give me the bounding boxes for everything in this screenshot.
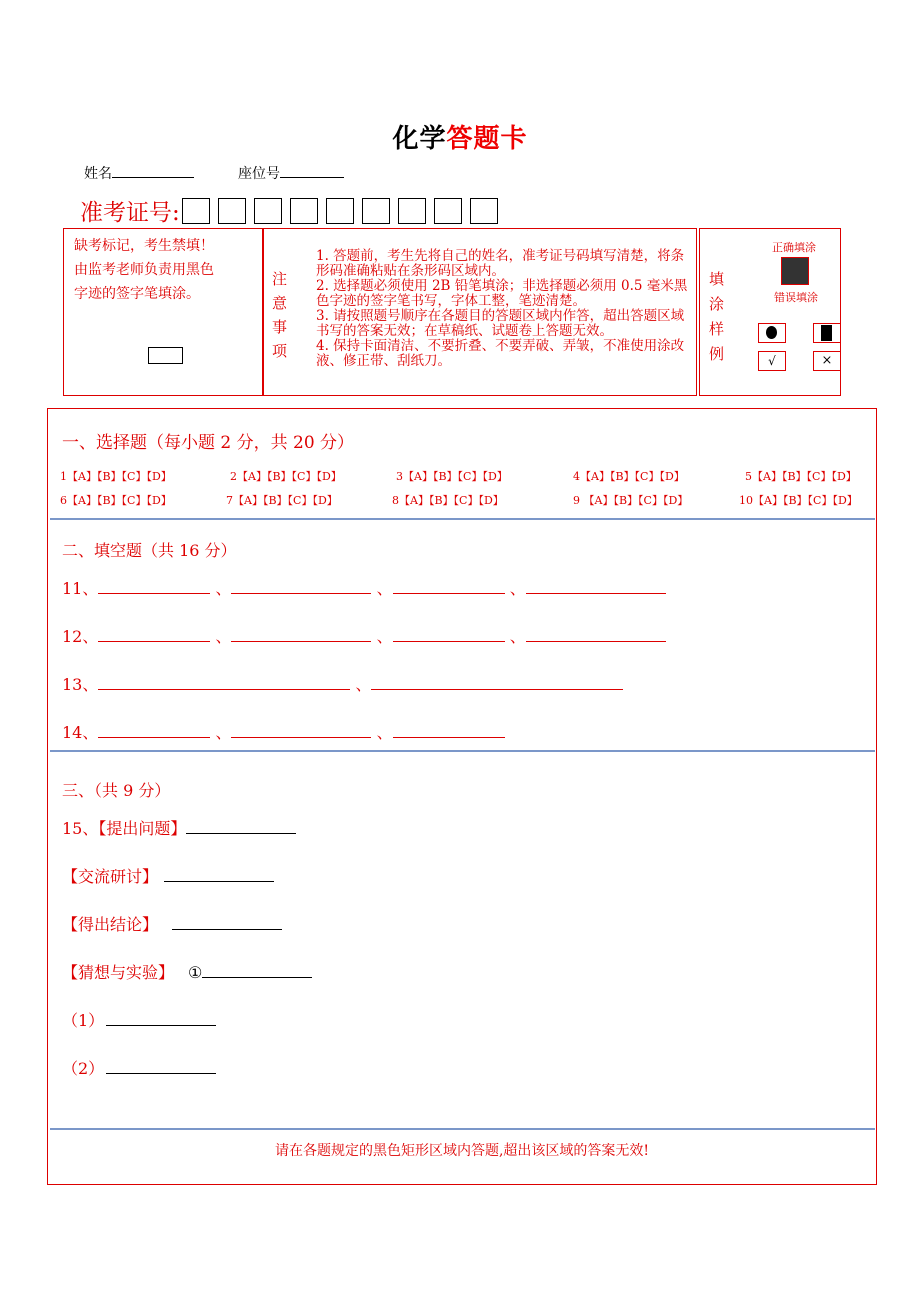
wrong-fill-cross: × (813, 351, 841, 371)
answer-blank[interactable] (98, 629, 210, 642)
fill-q15-question: 15、【提出问题】 (62, 816, 296, 839)
answer-blank[interactable] (231, 725, 371, 738)
answer-blank[interactable] (231, 629, 371, 642)
fill-q15-sub2: （2） (62, 1056, 216, 1079)
answer-blank[interactable] (186, 821, 296, 834)
notes-side-label: 注 意 事 项 (272, 270, 288, 360)
note-item: 2. 选择题必须使用 2B 铅笔填涂；非选择题必须用 0.5 毫米黑色字迹的签字笔书写，字体工整，笔迹清楚。 (316, 278, 688, 309)
choice-q6[interactable]: 6【A】【B】【C】【D】 (60, 494, 172, 507)
correct-fill-label: 正确填涂 (772, 241, 816, 254)
exam-id-row (80, 194, 498, 227)
absence-checkbox[interactable] (148, 347, 183, 364)
answer-blank[interactable] (98, 725, 210, 738)
section1-heading: 一、选择题（每小题 2 分，共 20 分） (62, 433, 355, 453)
note-item: 3. 请按照题号顺序在各题目的答题区域内作答，超出答题区域书写的答案无效；在草稿纸、试题卷上答题无效。 (316, 308, 685, 339)
fill-q13: 13、 、 (62, 672, 623, 695)
fill-sample-box (699, 228, 841, 396)
answer-blank[interactable] (231, 581, 371, 594)
absence-line-3: 字迹的签字笔填涂。 (74, 286, 200, 302)
notes-box (263, 228, 697, 396)
exam-id-box[interactable] (218, 198, 246, 224)
choice-q3[interactable]: 3【A】【B】【C】【D】 (396, 470, 508, 483)
section-divider (50, 750, 875, 752)
answer-blank[interactable] (393, 725, 505, 738)
answer-blank[interactable] (98, 677, 350, 690)
exam-id-box[interactable] (434, 198, 462, 224)
answer-blank[interactable] (393, 581, 505, 594)
name-field[interactable] (84, 163, 194, 183)
answer-blank[interactable] (371, 677, 623, 690)
answer-blank[interactable] (106, 1013, 216, 1026)
answer-blank[interactable] (164, 869, 274, 882)
choice-q2[interactable]: 2【A】【B】【C】【D】 (230, 470, 342, 483)
fill-q15-discuss: 【交流研讨】 (62, 864, 274, 887)
fill-q12: 12、 、 、 、 (62, 624, 666, 647)
page-title: 化学答题卡 (392, 124, 528, 154)
wrong-fill-partial (813, 323, 841, 343)
answer-blank[interactable] (98, 581, 210, 594)
wrong-fill-dot (758, 323, 786, 343)
fill-q15-guess: 【猜想与实验】 ① (62, 960, 312, 983)
absence-line-1: 缺考标记，考生禁填！ (74, 238, 214, 254)
name-label: 姓名 (84, 166, 112, 182)
exam-id-box[interactable] (470, 198, 498, 224)
footer-notice: 请在各题规定的黑色矩形区域内答题,超出该区域的答案无效! (274, 1143, 650, 1159)
answer-blank[interactable] (172, 917, 282, 930)
choice-q1[interactable]: 1【A】【B】【C】【D】 (60, 470, 172, 483)
exam-id-box[interactable] (326, 198, 354, 224)
correct-fill-sample (781, 257, 809, 285)
choice-q7[interactable]: 7【A】【B】【C】【D】 (226, 494, 338, 507)
absence-mark-box (63, 228, 263, 396)
choice-q8[interactable]: 8【A】【B】【C】【D】 (392, 494, 504, 507)
absence-line-2: 由监考老师负责用黑色 (74, 262, 214, 278)
sample-side-label: 填 涂 样 例 (709, 270, 725, 363)
fill-q11: 11、 、 、 、 (62, 576, 666, 599)
exam-id-box[interactable] (398, 198, 426, 224)
seat-label: 座位号 (238, 166, 280, 182)
wrong-fill-check: √ (758, 351, 786, 371)
answer-blank[interactable] (393, 629, 505, 642)
section-divider (50, 1128, 875, 1130)
section2-heading: 二、填空题（共 16 分） (62, 541, 237, 560)
exam-id-box[interactable] (362, 198, 390, 224)
exam-id-label: 准考证号: (80, 200, 180, 226)
choice-q4[interactable]: 4【A】【B】【C】【D】 (573, 470, 685, 483)
note-item: 1. 答题前，考生先将自己的姓名，准考证号码填写清楚，将条形码准确粘贴在条形码区域内。 (316, 248, 685, 279)
choice-q9[interactable]: 9 【A】【B】【C】【D】 (573, 494, 689, 507)
note-item: 4. 保持卡面清洁、不要折叠、不要弄破、弄皱，不准使用涂改液、修正带、刮纸刀。 (316, 338, 685, 369)
answer-blank[interactable] (526, 629, 666, 642)
section-divider (50, 518, 875, 520)
answer-blank[interactable] (202, 965, 312, 978)
exam-id-box[interactable] (254, 198, 282, 224)
exam-id-box[interactable] (290, 198, 318, 224)
choice-q10[interactable]: 10【A】【B】【C】【D】 (739, 494, 858, 507)
section3-heading: 三、（共 9 分） (62, 781, 171, 800)
fill-q15-sub1: （1） (62, 1008, 216, 1031)
seat-field[interactable] (238, 163, 344, 183)
answer-blank[interactable] (106, 1061, 216, 1074)
wrong-fill-label: 错误填涂 (774, 291, 818, 304)
fill-q14: 14、 、 、 (62, 720, 505, 743)
fill-q15-conclusion: 【得出结论】 (62, 912, 282, 935)
choice-q5[interactable]: 5【A】【B】【C】【D】 (745, 470, 857, 483)
exam-id-box[interactable] (182, 198, 210, 224)
answer-blank[interactable] (526, 581, 666, 594)
